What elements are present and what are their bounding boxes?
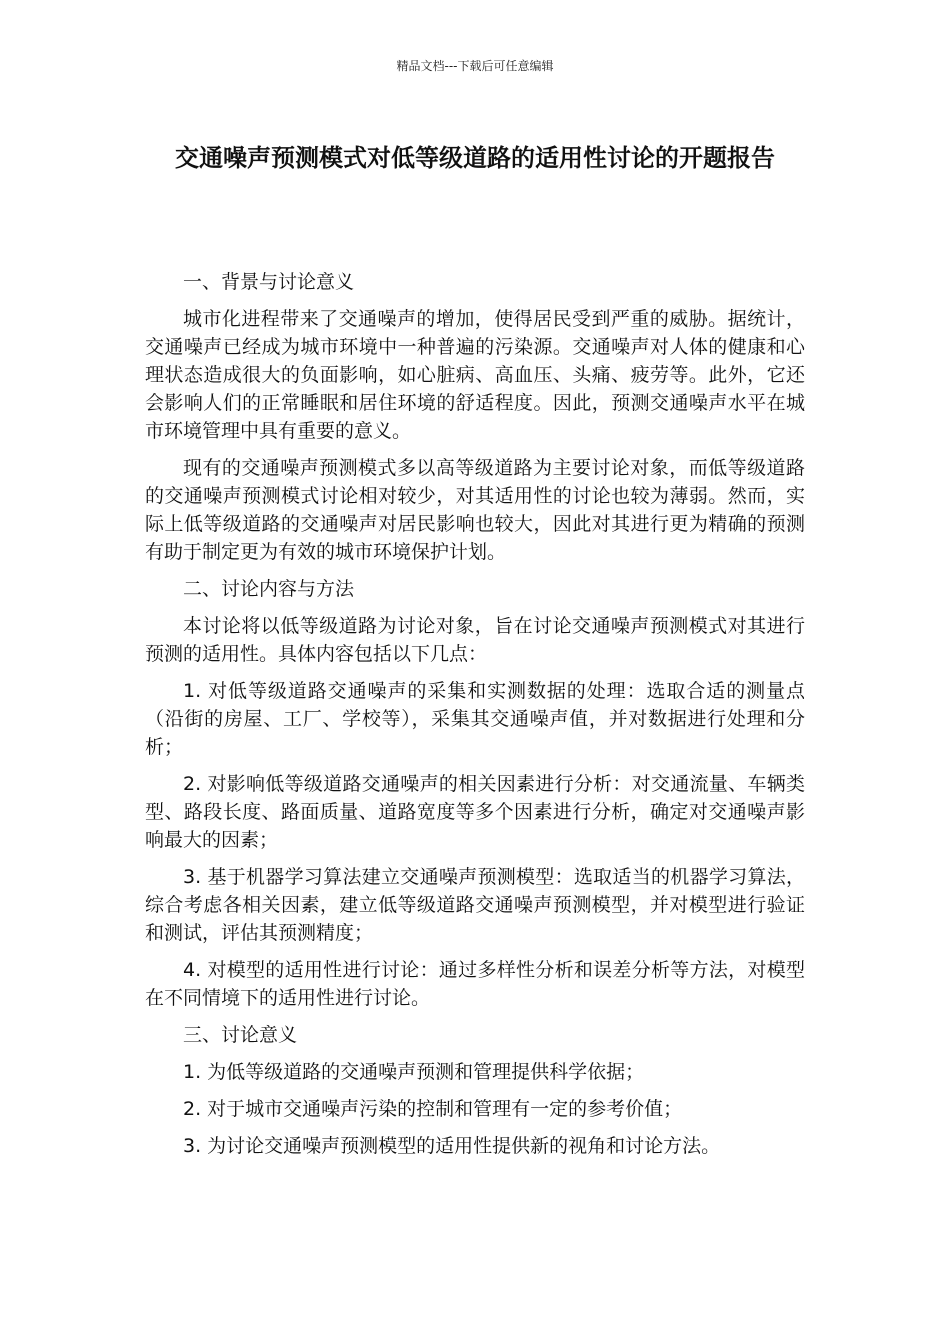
- paragraph-content-intro: 本讨论将以低等级道路为讨论对象，旨在讨论交通噪声预测模式对其进行预测的适用性。具体内容包括以下几点：: [145, 615, 805, 665]
- document-title: 交通噪声预测模式对低等级道路的适用性讨论的开题报告: [175, 144, 775, 172]
- section-heading-content-method: 二、讨论内容与方法: [183, 578, 355, 600]
- paragraph-background-1: 城市化进程带来了交通噪声的增加，使得居民受到严重的威胁。据统计，交通噪声已经成为城市环境中一种普遍的污染源。交通噪声对人体的健康和心理状态造成很大的负面影响，如心脏病、高血压、头痛、疲劳等。此外，它还会影响人们的正常睡眠和居住环境的舒适程度。因此，预测交通噪声水平在城市环境管理中具有重要的意义。: [145, 308, 805, 442]
- section-heading-significance: 三、讨论意义: [183, 1024, 298, 1046]
- list-item-content-3: 3. 基于机器学习算法建立交通噪声预测模型：选取适当的机器学习算法，综合考虑各相关因素，建立低等级道路交通噪声预测模型，并对模型进行验证和测试，评估其预测精度；: [145, 866, 805, 944]
- page-header-note: 精品文档---下载后可任意编辑: [396, 59, 554, 73]
- list-item-significance-3: 3. 为讨论交通噪声预测模型的适用性提供新的视角和讨论方法。: [183, 1135, 721, 1157]
- list-item-content-1: 1. 对低等级道路交通噪声的采集和实测数据的处理：选取合适的测量点（沿街的房屋、工厂、学校等），采集其交通噪声值，并对数据进行处理和分析；: [145, 680, 805, 758]
- document-body: [145, 268, 805, 1169]
- list-item-content-4: 4. 对模型的适用性进行讨论：通过多样性分析和误差分析等方法，对模型在不同情境下的适用性进行讨论。: [145, 959, 805, 1009]
- list-item-significance-1: 1. 为低等级道路的交通噪声预测和管理提供科学依据；: [183, 1061, 645, 1083]
- paragraph-background-2: 现有的交通噪声预测模式多以高等级道路为主要讨论对象，而低等级道路的交通噪声预测模式讨论相对较少，对其适用性的讨论也较为薄弱。然而，实际上低等级道路的交通噪声对居民影响也较大，因此对其进行更为精确的预测有助于制定更为有效的城市环境保护计划。: [145, 457, 805, 563]
- section-heading-background: 一、背景与讨论意义: [183, 271, 355, 293]
- list-item-significance-2: 2. 对于城市交通噪声污染的控制和管理有一定的参考价值；: [183, 1098, 683, 1120]
- list-item-content-2: 2. 对影响低等级道路交通噪声的相关因素进行分析：对交通流量、车辆类型、路段长度、路面质量、道路宽度等多个因素进行分析，确定对交通噪声影响最大的因素；: [145, 773, 805, 851]
